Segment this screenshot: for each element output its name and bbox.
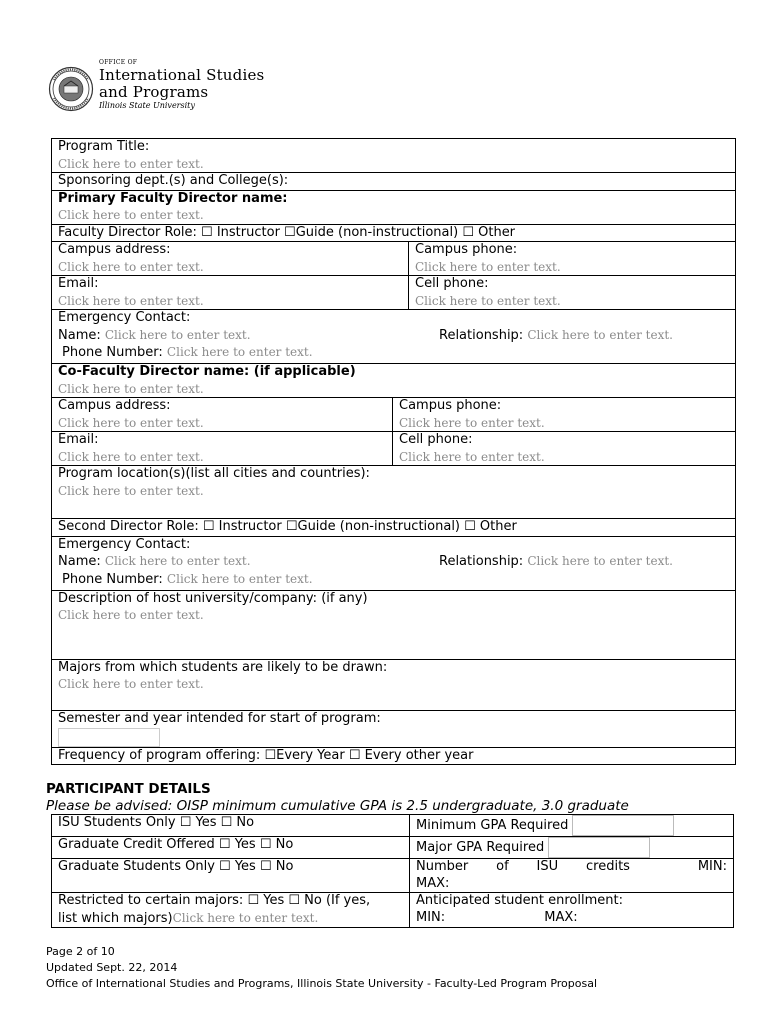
co-emergency-row bbox=[52, 537, 735, 591]
majors-label: Majors from which students are likely to be drawn: bbox=[58, 659, 388, 675]
primary-email-row bbox=[52, 276, 735, 310]
major-gpa-cell bbox=[410, 837, 734, 859]
sponsoring-row bbox=[52, 173, 735, 191]
primary-emergency-row bbox=[52, 310, 735, 364]
table-row bbox=[52, 893, 734, 928]
semester-row bbox=[52, 711, 735, 748]
participant-heading: PARTICIPANT DETAILS bbox=[46, 781, 211, 797]
phone-number-label: Phone Number: bbox=[62, 345, 163, 360]
co-campus-phone-label: Campus phone: bbox=[399, 398, 502, 413]
program-title-row bbox=[52, 139, 735, 173]
cell-phone-input[interactable]: Click here to enter text. bbox=[415, 293, 561, 308]
host-label: Description of host university/company: (if any) bbox=[58, 590, 368, 606]
min-gpa-label: Minimum GPA Required bbox=[416, 818, 569, 833]
participant-section-header bbox=[46, 781, 629, 815]
co-campus-row bbox=[52, 398, 735, 432]
credits-isu-label: ISU bbox=[536, 859, 559, 874]
restricted-options[interactable]: Restricted to certain majors: ☐ Yes ☐ No (If yes, bbox=[58, 893, 371, 908]
sponsoring-label: Sponsoring dept.(s) and College(s): bbox=[58, 173, 289, 188]
co-emergency-name-label: Name: bbox=[58, 554, 101, 569]
co-email-row bbox=[52, 432, 735, 466]
logo-line-1: International Studies bbox=[99, 66, 265, 84]
email-input[interactable]: Click here to enter text. bbox=[58, 293, 204, 308]
grad-credit-cell[interactable]: Graduate Credit Offered ☐ Yes ☐ No bbox=[52, 837, 410, 859]
logo-office-of: OFFICE OF bbox=[99, 59, 138, 66]
enrollment-cell bbox=[410, 893, 734, 928]
co-cell-phone-label: Cell phone: bbox=[399, 432, 473, 447]
enrollment-label: Anticipated student enrollment: bbox=[416, 893, 623, 908]
program-location-input[interactable]: Click here to enter text. bbox=[58, 483, 204, 498]
co-relationship-label: Relationship: bbox=[439, 554, 524, 569]
program-location-label: Program location(s)(list all cities and countries): bbox=[58, 466, 370, 481]
majors-input[interactable]: Click here to enter text. bbox=[58, 677, 204, 691]
second-role-row bbox=[52, 519, 735, 537]
credits-credits-label: credits bbox=[586, 859, 630, 874]
co-relationship-input[interactable]: Click here to enter text. bbox=[527, 554, 673, 568]
logo-line-2: and Programs bbox=[99, 83, 209, 101]
co-campus-address-label: Campus address: bbox=[58, 398, 171, 413]
phone-number-input[interactable]: Click here to enter text. bbox=[166, 345, 313, 359]
emergency-name-label: Name: bbox=[58, 327, 101, 343]
credits-cell bbox=[410, 859, 734, 893]
emergency-name-input[interactable]: Click here to enter text. bbox=[104, 327, 251, 342]
faculty-role-row bbox=[52, 225, 735, 243]
semester-input[interactable] bbox=[58, 728, 160, 747]
participant-table bbox=[51, 814, 734, 928]
enrollment-min-label: MIN: bbox=[416, 909, 446, 925]
co-campus-address-input[interactable]: Click here to enter text. bbox=[58, 415, 204, 430]
credits-of-label: of bbox=[496, 859, 509, 874]
restricted-list-label: list which majors) bbox=[58, 910, 173, 926]
email-label: Email: bbox=[58, 276, 99, 291]
frequency-options[interactable]: Frequency of program offering: ☐Every Year ☐ Every other year bbox=[58, 747, 474, 763]
program-location-row bbox=[52, 466, 735, 519]
majors-row bbox=[52, 660, 735, 711]
min-gpa-cell bbox=[410, 815, 734, 837]
frequency-row bbox=[52, 748, 735, 765]
co-director-input[interactable]: Click here to enter text. bbox=[58, 381, 204, 396]
program-title-label: Program Title: bbox=[58, 139, 150, 154]
page-number: Page 2 of 10 bbox=[46, 945, 115, 958]
co-email-input[interactable]: Click here to enter text. bbox=[58, 449, 204, 464]
footer-office: Office of International Studies and Programs, Illinois State University - Faculty-Led Program Proposal bbox=[46, 977, 598, 990]
campus-phone-input[interactable]: Click here to enter text. bbox=[415, 259, 561, 274]
co-emergency-label: Emergency Contact: bbox=[58, 536, 191, 552]
campus-phone-label: Campus phone: bbox=[415, 242, 518, 257]
host-input[interactable]: Click here to enter text. bbox=[58, 608, 204, 622]
updated-date: Updated Sept. 22, 2014 bbox=[46, 961, 178, 974]
cell-phone-label: Cell phone: bbox=[415, 276, 489, 291]
table-row bbox=[52, 837, 734, 859]
major-gpa-label: Major GPA Required bbox=[416, 840, 545, 855]
primary-director-input[interactable]: Click here to enter text. bbox=[58, 208, 204, 222]
co-phone-number-label: Phone Number: bbox=[62, 571, 163, 587]
table-row bbox=[52, 815, 734, 837]
table-row bbox=[52, 859, 734, 893]
co-email-label: Email: bbox=[58, 432, 99, 447]
primary-director-label: Primary Faculty Director name: bbox=[58, 190, 288, 206]
faculty-role-options[interactable]: Faculty Director Role: ☐ Instructor ☐Guide (non-instructional) ☐ Other bbox=[58, 224, 516, 240]
co-campus-phone-input[interactable]: Click here to enter text. bbox=[399, 415, 545, 430]
gpa-note: Please be advised: OISP minimum cumulative GPA is 2.5 undergraduate, 3.0 graduate bbox=[46, 798, 629, 814]
emergency-label: Emergency Contact: bbox=[58, 310, 191, 325]
restricted-cell bbox=[52, 893, 410, 928]
credits-min-label: MIN: bbox=[697, 859, 727, 874]
host-row bbox=[52, 591, 735, 660]
logo-university: Illinois State University bbox=[99, 101, 195, 110]
program-form bbox=[51, 138, 736, 765]
program-title-input[interactable]: Click here to enter text. bbox=[58, 156, 204, 171]
credits-max-label: MAX: bbox=[416, 875, 450, 891]
office-logo bbox=[48, 58, 318, 120]
credits-number-label: Number bbox=[416, 859, 469, 874]
second-role-options[interactable]: Second Director Role: ☐ Instructor ☐Guide (non-instructional) ☐ Other bbox=[58, 519, 517, 534]
min-gpa-input[interactable] bbox=[572, 815, 674, 836]
co-emergency-name-input[interactable]: Click here to enter text. bbox=[104, 554, 251, 568]
isu-only-cell[interactable]: ISU Students Only ☐ Yes ☐ No bbox=[52, 815, 410, 837]
co-director-row bbox=[52, 364, 735, 398]
page-footer bbox=[46, 944, 597, 992]
co-cell-phone-input[interactable]: Click here to enter text. bbox=[399, 449, 545, 464]
relationship-input[interactable]: Click here to enter text. bbox=[527, 327, 673, 342]
grad-only-cell[interactable]: Graduate Students Only ☐ Yes ☐ No bbox=[52, 859, 410, 893]
enrollment-max-label: MAX: bbox=[544, 909, 578, 925]
co-phone-number-input[interactable]: Click here to enter text. bbox=[166, 571, 313, 586]
primary-director-row bbox=[52, 191, 735, 225]
restricted-majors-input[interactable]: Click here to enter text. bbox=[172, 910, 319, 925]
semester-label: Semester and year intended for start of program: bbox=[58, 710, 381, 726]
campus-address-label: Campus address: bbox=[58, 242, 171, 257]
relationship-label: Relationship: bbox=[439, 327, 524, 343]
co-director-label: Co-Faculty Director name: (if applicable) bbox=[58, 364, 356, 379]
university-seal-icon bbox=[48, 66, 94, 112]
campus-address-input[interactable]: Click here to enter text. bbox=[58, 259, 204, 274]
primary-campus-row bbox=[52, 242, 735, 276]
major-gpa-input[interactable] bbox=[548, 837, 650, 858]
